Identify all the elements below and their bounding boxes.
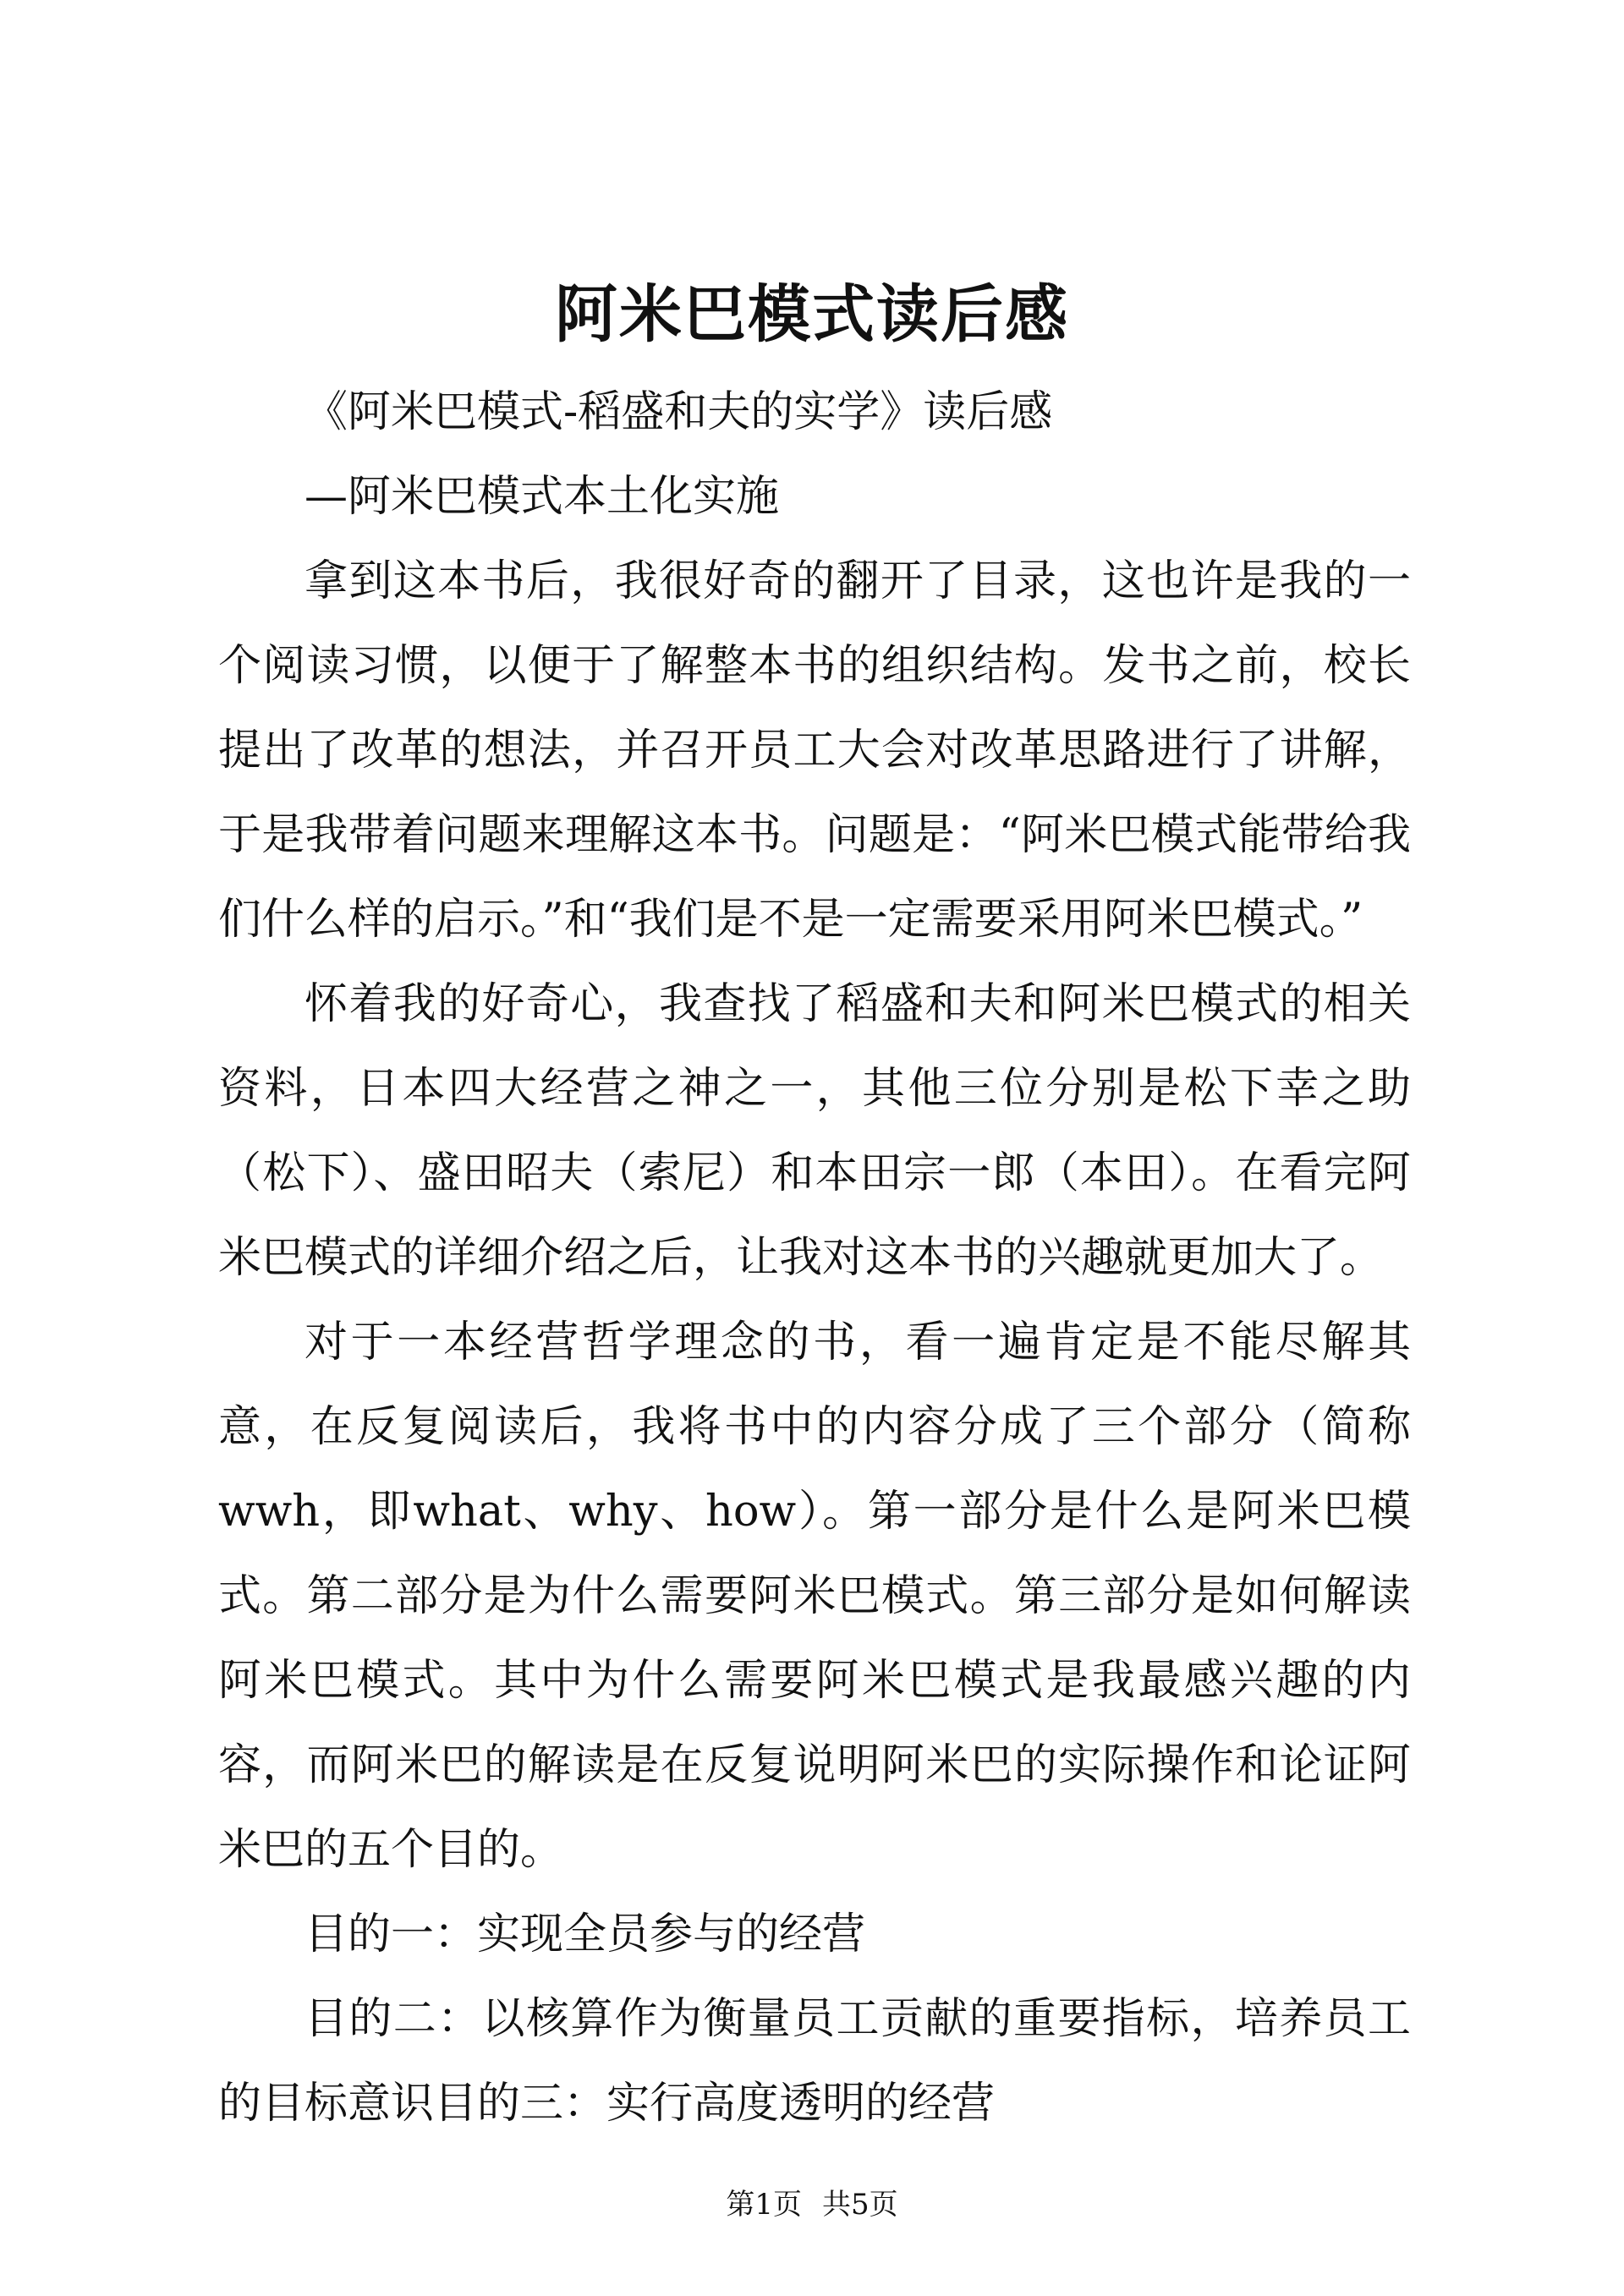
page-total: 共5页 — [822, 2188, 898, 2222]
purpose-item: 目的一：实现全员参与的经营 — [304, 1910, 866, 1959]
purpose-item: 目的二：以核算作为衡量员工贡献的重要指标，培养员工的目标意识目的三：实行高度透明的经营 — [218, 1994, 1411, 2129]
body-paragraph: 拿到这本书后，我很好奇的翻开了目录，这也许是我的一个阅读习惯，以便于了解整本书的组织结构。发书之前，校长提出了改革的想法，并召开员工大会对改革思路进行了讲解，于是我带着问题来理解这本书。问题是：“阿米巴模式能带给我们什么样的启示。”和“我们是不是一定需要采用阿米巴模式。” — [218, 556, 1411, 945]
subtitle-line: 《阿米巴模式-稻盛和夫的实学》读后感 — [304, 387, 1053, 437]
body-paragraph: 对于一本经营哲学理念的书，看一遍肯定是不能尽解其意，在反复阅读后，我将书中的内容分成了三个部分（简称wwh，即what、why、how）。第一部分是什么是阿米巴模式。第二部分是为什么需要阿米巴模式。第三部分是如何解读阿米巴模式。其中为什么需要阿米巴模式是我最感兴趣的内容，而阿米巴的解读是在反复说明阿米巴的实际操作和论证阿米巴的五个目的。 — [218, 1318, 1411, 1875]
subheading-line: —阿米巴模式本土化实施 — [304, 472, 780, 522]
document-body — [218, 370, 1411, 2146]
body-paragraph: 怀着我的好奇心，我查找了稻盛和夫和阿米巴模式的相关资料，日本四大经营之神之一，其他三位分别是松下幸之助（松下）、盛田昭夫（索尼）和本田宗一郎（本田）。在看完阿米巴模式的详细介绍之后，让我对这本书的兴趣就更加大了。 — [218, 979, 1411, 1283]
page-number: 第1页 — [726, 2188, 802, 2222]
page-footer — [0, 2188, 1624, 2222]
document-title: 阿米巴模式读后感 — [555, 278, 1069, 351]
